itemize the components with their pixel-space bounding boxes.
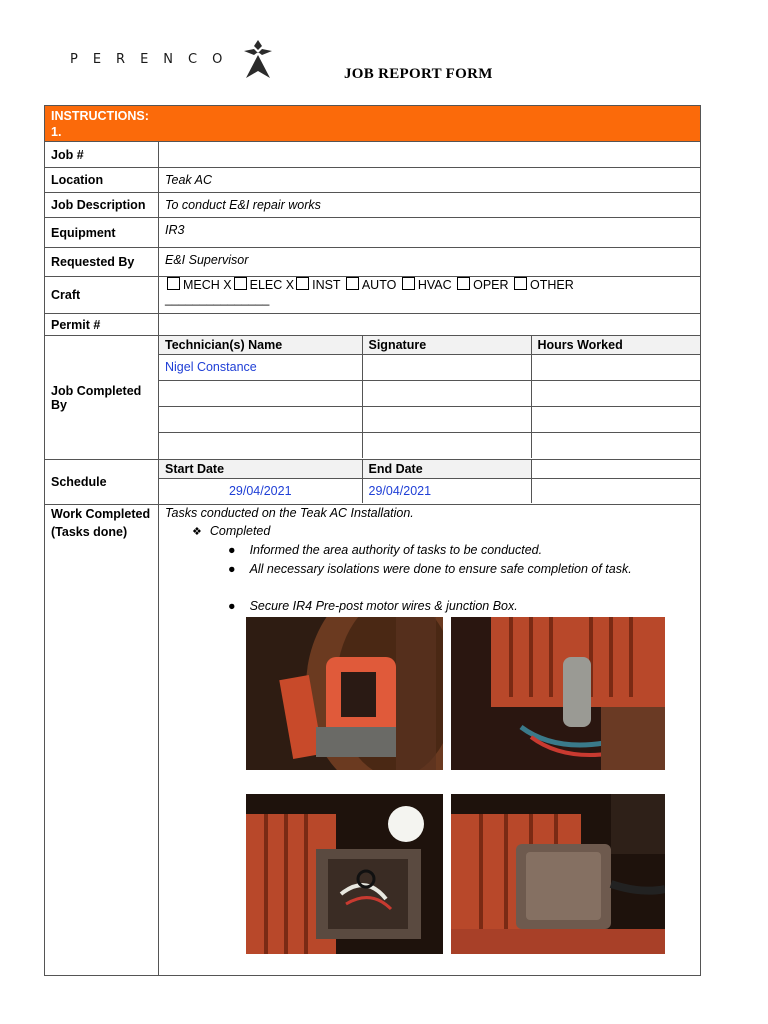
craft-label: Craft: [45, 277, 159, 314]
hours-worked-cell[interactable]: [531, 354, 701, 380]
status-line: [192, 524, 270, 538]
round-bullet-icon: ●: [228, 543, 236, 557]
job-completed-cell: [159, 336, 701, 460]
list-item: [228, 599, 518, 613]
motor-wires-photo-2: [451, 617, 665, 770]
craft-auto-label: AUTO: [361, 278, 397, 292]
technician-table: [159, 336, 701, 458]
motor-wires-photo-1: [246, 617, 443, 770]
craft-row: [45, 277, 701, 314]
schedule-label: Schedule: [45, 460, 159, 505]
permit-row: [45, 314, 701, 336]
work-completed-label: Work Completed: [51, 507, 151, 521]
technician-name-cell[interactable]: [159, 406, 362, 432]
perenco-logo-icon: [240, 38, 276, 82]
craft-elec-checkbox[interactable]: [234, 277, 247, 290]
work-intro-text: Tasks conducted on the Teak AC Installation.: [165, 506, 414, 520]
job-number-field[interactable]: [159, 142, 701, 168]
job-number-row: [45, 142, 701, 168]
job-completed-label: Job Completed By: [45, 336, 159, 460]
craft-other-line: _______________: [165, 292, 270, 306]
technician-name-cell[interactable]: [159, 380, 362, 406]
craft-hvac-label: HVAC: [417, 278, 452, 292]
craft-other-checkbox[interactable]: [514, 277, 527, 290]
round-bullet-icon: ●: [228, 562, 236, 576]
round-bullet-icon: ●: [228, 599, 236, 613]
start-date-value[interactable]: 29/04/2021: [159, 478, 362, 503]
permit-label: Permit #: [45, 314, 159, 336]
schedule-row: [45, 460, 701, 505]
technician-name-cell[interactable]: [159, 432, 362, 458]
job-description-label: Job Description: [45, 193, 159, 218]
technician-name-cell[interactable]: Nigel Constance: [159, 354, 362, 380]
task-item-text: Secure IR4 Pre-post motor wires & junction Box.: [249, 599, 518, 613]
craft-other-label: OTHER: [530, 278, 574, 292]
craft-mech-label: MECH X: [183, 278, 232, 292]
craft-inst-label: INST: [312, 278, 341, 292]
signature-cell[interactable]: [362, 406, 531, 432]
list-item: [228, 562, 632, 576]
table-row: [159, 354, 701, 380]
schedule-empty-cell: [531, 460, 701, 478]
craft-oper-checkbox[interactable]: [457, 277, 470, 290]
instructions-item-1: 1.: [51, 124, 62, 139]
job-description-row: [45, 193, 701, 218]
task-item-text: Informed the area authority of tasks to be conducted.: [249, 543, 543, 557]
schedule-header-row: [159, 460, 701, 478]
job-number-label: Job #: [45, 142, 159, 168]
hours-worked-cell[interactable]: [531, 380, 701, 406]
status-text: Completed: [209, 524, 271, 538]
craft-elec-label: ELEC X: [249, 278, 295, 292]
equipment-field[interactable]: IR3: [159, 218, 701, 248]
craft-oper-label: OPER: [473, 278, 509, 292]
diamond-bullet-icon: ❖: [192, 526, 202, 538]
list-item: [228, 543, 542, 557]
signature-cell[interactable]: [362, 380, 531, 406]
location-label: Location: [45, 168, 159, 193]
tasks-done-label: (Tasks done): [51, 525, 128, 539]
technician-name-header: Technician(s) Name: [159, 336, 362, 354]
signature-header: Signature: [362, 336, 531, 354]
equipment-label: Equipment: [45, 218, 159, 248]
requested-by-row: [45, 248, 701, 277]
schedule-table: [159, 460, 701, 503]
permit-field[interactable]: [159, 314, 701, 336]
technician-header-row: [159, 336, 701, 354]
equipment-row: [45, 218, 701, 248]
instructions-row: [45, 106, 701, 142]
schedule-cell: [159, 460, 701, 505]
instructions-cell: [45, 106, 701, 142]
craft-hvac-checkbox[interactable]: [402, 277, 415, 290]
end-date-value[interactable]: 29/04/2021: [362, 478, 531, 503]
hours-worked-cell[interactable]: [531, 406, 701, 432]
signature-cell[interactable]: [362, 432, 531, 458]
craft-mech-checkbox[interactable]: [167, 277, 180, 290]
craft-inst-checkbox[interactable]: [296, 277, 309, 290]
junction-box-photo-1: [246, 794, 443, 954]
instructions-heading: INSTRUCTIONS:: [51, 108, 149, 123]
table-row: [159, 406, 701, 432]
junction-box-photo-2: [451, 794, 665, 954]
requested-by-field[interactable]: E&I Supervisor: [159, 248, 701, 277]
task-item-text: All necessary isolations were done to ensure safe completion of task.: [249, 562, 632, 576]
schedule-spacer: [531, 478, 701, 503]
job-description-field[interactable]: To conduct E&I repair works: [159, 193, 701, 218]
start-date-header: Start Date: [159, 460, 362, 478]
end-date-header: End Date: [362, 460, 531, 478]
signature-cell[interactable]: [362, 354, 531, 380]
hours-worked-header: Hours Worked: [531, 336, 701, 354]
table-row: [159, 380, 701, 406]
table-row: [159, 432, 701, 458]
location-row: [45, 168, 701, 193]
company-name: PERENCO: [70, 52, 238, 67]
craft-auto-checkbox[interactable]: [346, 277, 359, 290]
work-completed-label-cell: [45, 505, 159, 976]
form-title: JOB REPORT FORM: [344, 66, 493, 82]
job-completed-row: [45, 336, 701, 460]
hours-worked-cell[interactable]: [531, 432, 701, 458]
craft-options: [159, 277, 701, 314]
requested-by-label: Requested By: [45, 248, 159, 277]
location-field[interactable]: Teak AC: [159, 168, 701, 193]
schedule-values-row: [159, 478, 701, 503]
